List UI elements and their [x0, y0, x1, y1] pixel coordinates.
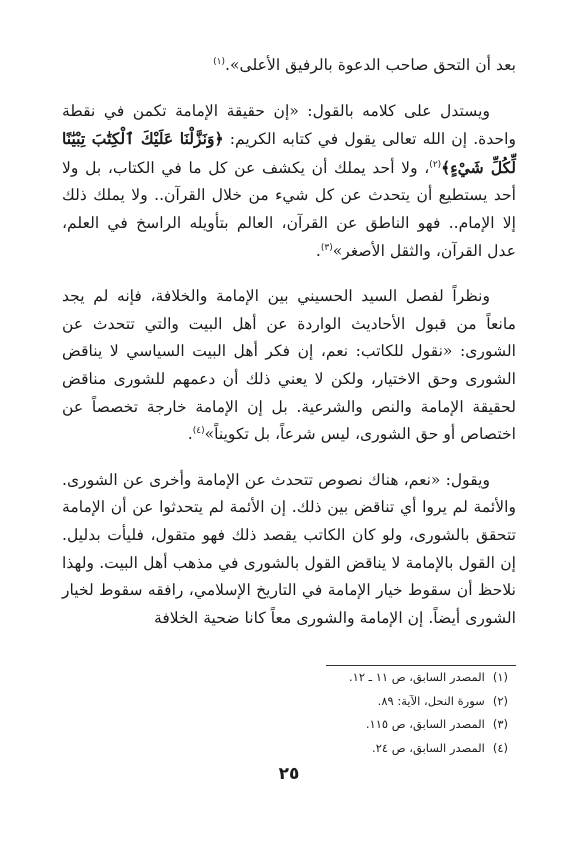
- paragraph-2-end: .: [315, 241, 321, 260]
- paragraph-1-text: بعد أن التحق صاحب الدعوة بالرفيق الأعلى».: [225, 56, 516, 74]
- footnote-item: [208, 737, 508, 761]
- footnote-number: (١): [492, 670, 508, 684]
- page-body: [62, 52, 516, 632]
- footnote-item: [208, 713, 508, 737]
- footnote-number: (٣): [492, 717, 508, 731]
- paragraph-2-text-b: ، ولا أحد يملك أن يكشف عن كل ما في الكتاب، بل ولا أحد يستطيع أن يتحدث عن كل شيء من خلال القرآن.. ولا يملك ذلك إلا الإمام.. فهو الناطق عن القرآن، العالم بتأويله الراسخ في العلم، عدل القرآن، والثقل الأصغر»: [62, 158, 516, 260]
- footnote-text: سورة النحل، الآية: ٨٩.: [377, 693, 485, 708]
- footnote-number: (٤): [492, 740, 508, 755]
- footnote-text: المصدر السابق، ص ٢٤.: [372, 740, 485, 755]
- footnote-ref-2: (٢): [429, 159, 442, 170]
- footnote-item: [208, 690, 508, 714]
- footnote-text: المصدر السابق، ص ١١٥.: [365, 717, 485, 731]
- paragraph-3-end: .: [187, 425, 193, 444]
- page-number: ٢٥: [278, 764, 300, 784]
- footnote-text: المصدر السابق، ص ١١ ـ ١٢.: [349, 670, 485, 684]
- footnote-item: [208, 666, 508, 690]
- footnote-ref-4: (٤): [192, 425, 205, 436]
- paragraph-3-text: ونظراً لفصل السيد الحسيني بين الإمامة والخلافة، فإنه لم يجد مانعاً من قبول الأحاديث الواردة عن أهل البيت والتي تتحدث عن الشورى: «نقول للكاتب: نعم، إن فكر أهل البيت السياسي لا يناقض الشورى وحق الاختيار، ولكن لا يعني ذلك أن دعمهم للشورى مناقض لحقيقة الإمامة والنص والشرعية. بل إن الإمامة خارجة تخصصاً عن اختصاص أو حق الشورى، ليس شرعاً، بل تكويناً»: [62, 287, 516, 444]
- paragraph-1: [62, 52, 516, 80]
- paragraph-2: [62, 98, 516, 266]
- footnote-ref-1: (١): [213, 56, 226, 67]
- paragraph-4-text: ويقول: «نعم، هناك نصوص تتحدث عن الإمامة وأخرى عن الشورى. والأئمة لم يروا أي تناقض بين ذلك. إن الأئمة لم يتحدثوا عن أن الإمامة تتحقق بالشورى، ولو كان الكاتب يقصد ذلك فهو متقول، فليأت بدليل. إن القول بالإمامة لا يناقض القول بالشورى في مذهب أهل البيت. ولهذا نلاحظ أن سقوط خيار الإمامة في التاريخ الإسلامي، رافقه سقوط لخيار الشورى أيضاً. إن الإمامة والشورى معاً كانا ضحية الخلافة: [62, 470, 516, 627]
- paragraph-2-text-a: ويستدل على كلامه بالقول: «إن حقيقة الإمامة تكمن في نقطة واحدة. إن الله تعالى يقول في كتابه الكريم:: [62, 101, 517, 149]
- footnotes: [208, 666, 508, 760]
- paragraph-4: [62, 467, 516, 633]
- footnote-ref-3: (٣): [320, 242, 333, 253]
- paragraph-3: [62, 283, 516, 449]
- footnote-number: (٢): [492, 693, 508, 708]
- quran-verse: ﴿وَنَزَّلْنَا عَلَيْكَ ٱلْكِتَٰبَ تِبْيَٰنًا لِّكُلِّ شَيْءٍ﴾: [62, 129, 517, 177]
